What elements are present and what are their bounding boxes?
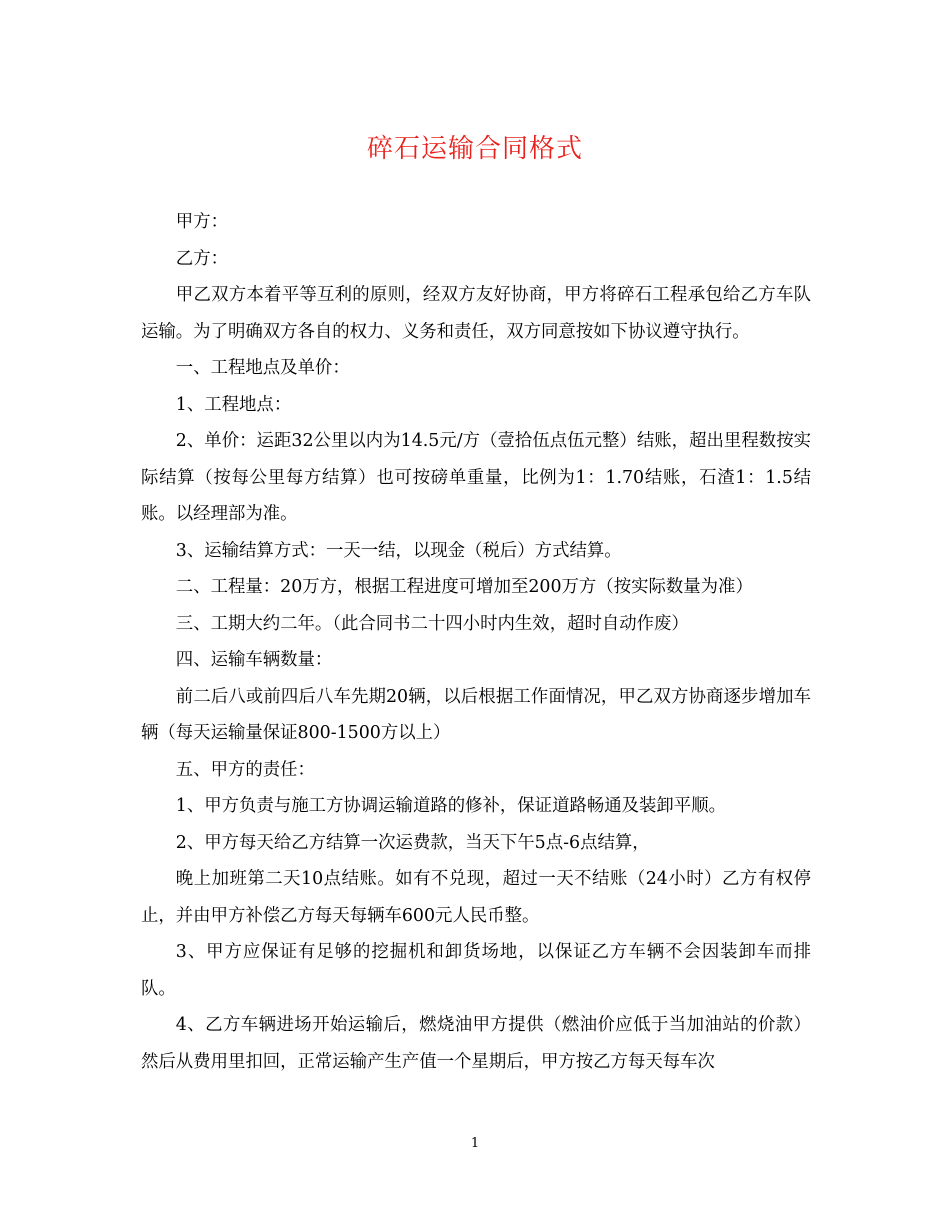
section-heading-1: 一、工程地点及单价： bbox=[175, 358, 350, 378]
paragraph-clause: 3、运输结算方式：一天一结，以现金（税后）方式结算。 bbox=[175, 540, 622, 561]
page-number: 1 bbox=[470, 1136, 480, 1151]
document-title: 碎石运输合同格式 bbox=[366, 134, 583, 164]
paragraph-clause: 前二后八或前四后八车先期20辆，以后根据工作面情况，甲乙双方协商逐步增加车辆（每天运输量保证800-1500方以上） bbox=[141, 686, 811, 743]
paragraph-clause: 晚上加班第二天10点结账。如有不兑现，超过一天不结账（24小时）乙方有权停止，并由甲方补偿乙方每天每辆车600元人民币整。 bbox=[141, 869, 811, 926]
paragraph-party-b: 乙方： bbox=[175, 248, 228, 269]
paragraph-clause: 2、甲方每天给乙方结算一次运费款，当天下午5点-6点结算， bbox=[175, 832, 650, 853]
section-heading-3: 三、工期大约二年。（此合同书二十四小时内生效，超时自动作废） bbox=[175, 613, 689, 634]
paragraph-clause: 3、甲方应保证有足够的挖掘机和卸货场地，以保证乙方车辆不会因装卸车而排队。 bbox=[141, 942, 811, 999]
paragraph-party-a: 甲方： bbox=[175, 212, 228, 232]
section-heading-4: 四、运输车辆数量： bbox=[175, 650, 333, 670]
section-heading-5: 五、甲方的责任： bbox=[175, 759, 315, 780]
section-heading-2: 二、工程量：20万方，根据工程进度可增加至200万方（按实际数量为准） bbox=[175, 577, 753, 597]
paragraph-clause: 1、工程地点： bbox=[175, 394, 292, 415]
paragraph-clause: 2、单价：运距32公里以内为14.5元/方（壹拾伍点伍元整）结账，超出里程数按实际结算（按每公里每方结算）也可按磅单重量，比例为1：1.70结账，石渣1：1.5结账。以经理部为准。 bbox=[141, 431, 811, 524]
paragraph-clause: 1、甲方负责与施工方协调运输道路的修补，保证道路畅通及装卸平顺。 bbox=[175, 796, 726, 816]
paragraph-clause: 4、乙方车辆进场开始运输后，燃烧油甲方提供（燃油价应低于当加油站的价款）然后从费用里扣回，正常运输产生产值一个星期后，甲方按乙方每天每车次 bbox=[141, 1015, 811, 1072]
paragraph-preamble: 甲乙双方本着平等互利的原则，经双方友好协商，甲方将碎石工程承包给乙方车队运输。为了明确双方各自的权力、义务和责任，双方同意按如下协议遵守执行。 bbox=[141, 285, 811, 342]
document-body bbox=[141, 204, 811, 1080]
